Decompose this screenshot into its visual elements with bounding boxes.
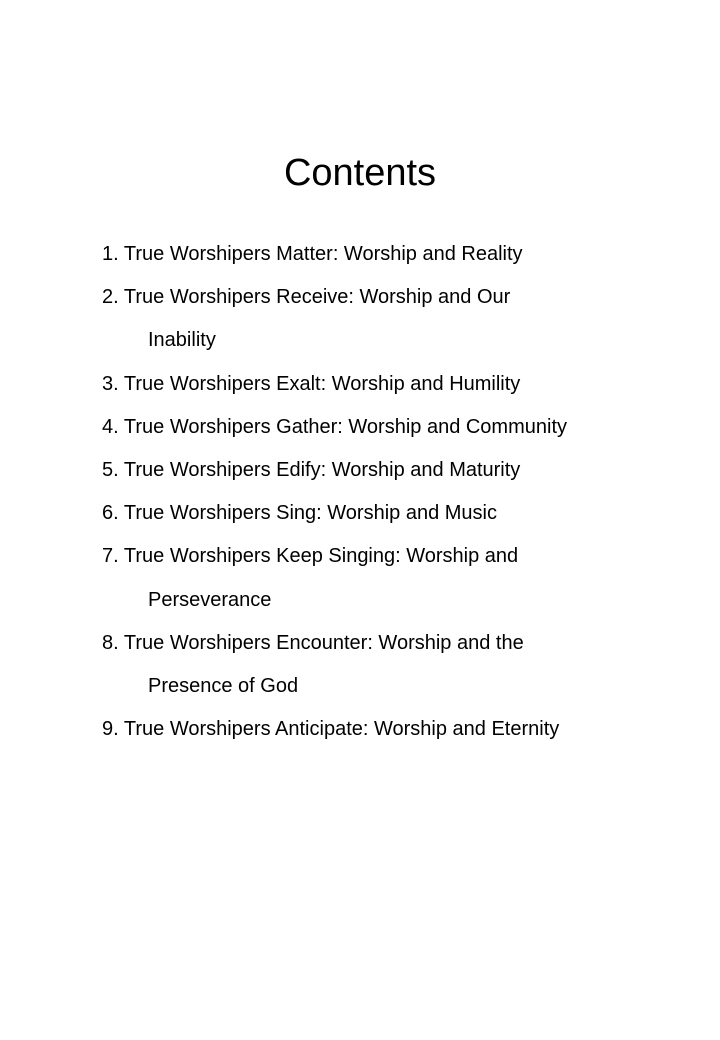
toc-entry-9 [102,708,662,751]
toc-entry-continuation: Inability [148,329,216,352]
toc-entry-8 [102,622,662,708]
toc-entry-text: 3. True Worshipers Exalt: Worship and Humility [102,372,521,395]
toc-entry-text: 8. True Worshipers Encounter: Worship and the [102,631,524,654]
toc-entry-1 [102,233,662,276]
toc-entry-6 [102,492,662,535]
page-title: Contents [283,152,437,194]
table-of-contents [102,233,662,751]
toc-entry-7 [102,535,662,621]
toc-entry-4 [102,406,662,449]
toc-entry-continuation: Perseverance [148,588,272,611]
toc-entry-text: 1. True Worshipers Matter: Worship and Reality [102,243,523,265]
toc-entry-text: 6. True Worshipers Sing: Worship and Music [102,502,497,525]
toc-entry-text: 2. True Worshipers Receive: Worship and Our [102,286,511,309]
toc-entry-text: 4. True Worshipers Gather: Worship and Community [102,415,567,438]
toc-entry-text: 5. True Worshipers Edify: Worship and Maturity [102,459,521,482]
toc-entry-2 [102,276,662,362]
toc-entry-5 [102,449,662,492]
toc-entry-text: 9. True Worshipers Anticipate: Worship and Eternity [102,718,560,741]
toc-entry-continuation: Presence of God [148,675,299,698]
toc-entry-3 [102,363,662,406]
toc-entry-text: 7. True Worshipers Keep Singing: Worship and [102,545,519,568]
